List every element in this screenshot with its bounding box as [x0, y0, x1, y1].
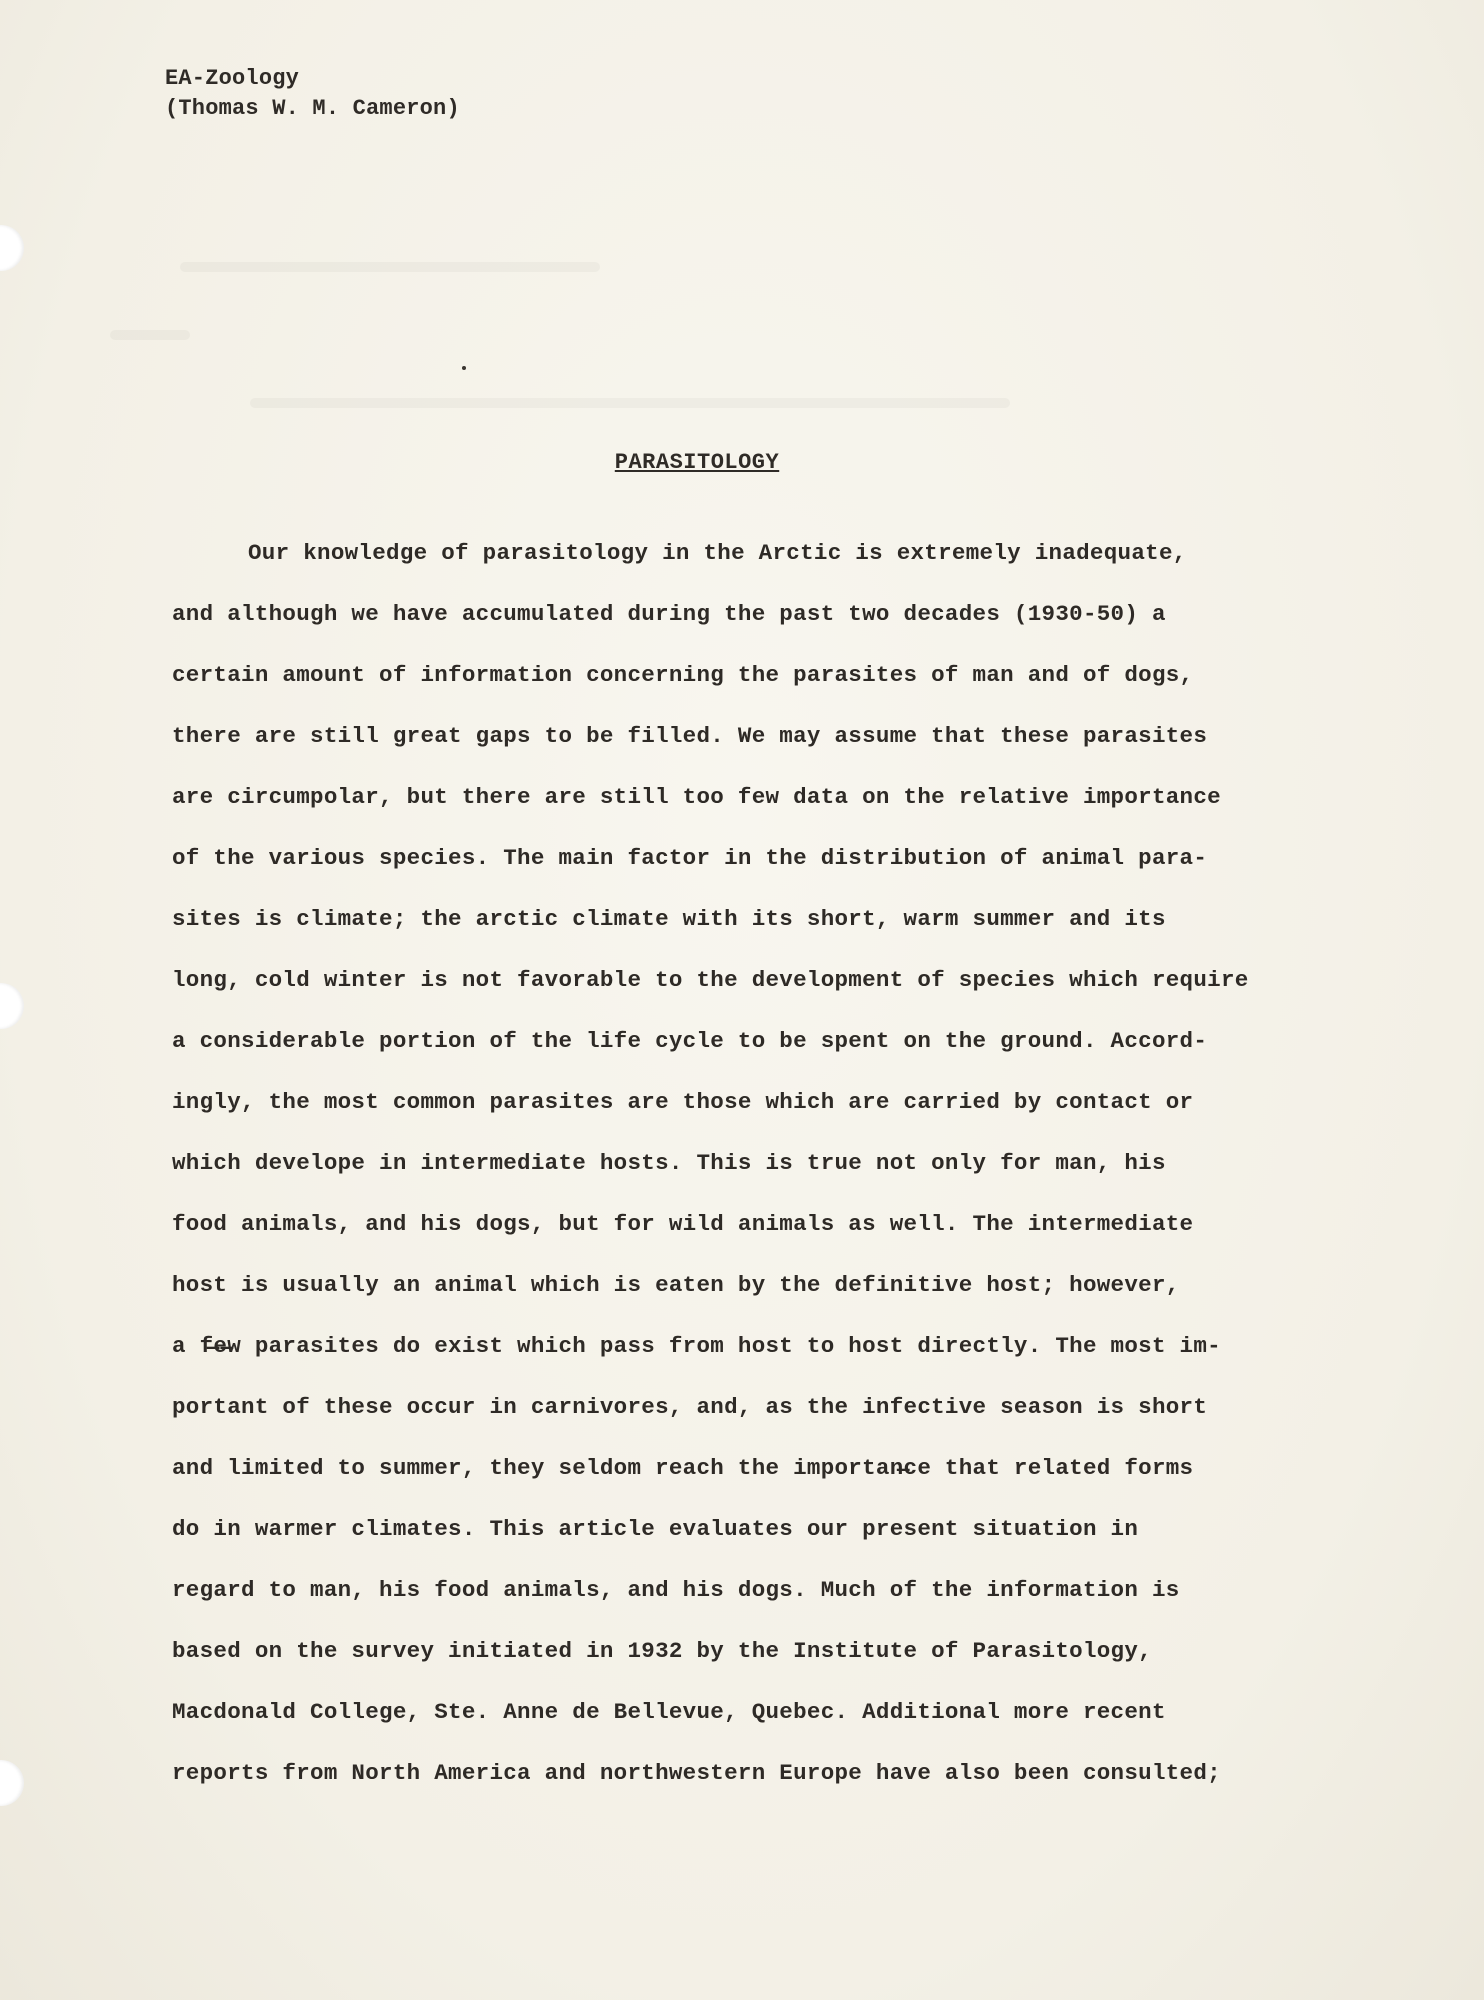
body-line: certain amount of information concerning the parasites of man and of dogs,	[172, 662, 1194, 688]
bleed-through	[110, 330, 190, 340]
body-line: of the various species. The main factor in the distribution of animal para-	[172, 845, 1208, 871]
ink-speck	[462, 366, 466, 370]
body-line: portant of these occur in carnivores, and, as the infective season is short	[172, 1394, 1208, 1420]
body-line: sites is climate; the arctic climate with its short, warm summer and its	[172, 906, 1166, 932]
body-line: Our knowledge of parasitology in the Arctic is extremely inadequate,	[248, 540, 1187, 566]
body-line: long, cold winter is not favorable to the development of species which require	[172, 967, 1249, 993]
body-line: which develope in intermediate hosts. This is true not only for man, his	[172, 1150, 1166, 1176]
body-line: and although we have accumulated during the past two decades (1930-50) a	[172, 601, 1166, 627]
punch-hole	[0, 1760, 24, 1806]
document-header	[165, 64, 460, 124]
body-line: and limited to summer, they seldom reach the importan̶ce that related forms	[172, 1455, 1194, 1481]
body-line: ingly, the most common parasites are those which are carried by contact or	[172, 1089, 1194, 1115]
header-author: (Thomas W. M. Cameron)	[165, 96, 460, 121]
bleed-through	[250, 398, 1010, 408]
document-title: PARASITOLOGY	[614, 450, 780, 475]
body-line: do in warmer climates. This article evaluates our present situation in	[172, 1516, 1139, 1542]
body-line: food animals, and his dogs, but for wild animals as well. The intermediate	[172, 1211, 1194, 1237]
body-line: regard to man, his food animals, and his dogs. Much of the information is	[172, 1577, 1180, 1603]
bleed-through	[180, 262, 600, 272]
body-line: Macdonald College, Ste. Anne de Bellevue, Quebec. Additional more recent	[172, 1699, 1166, 1725]
header-department: EA-Zoology	[165, 66, 300, 91]
body-line: a considerable portion of the life cycle to be spent on the ground. Accord-	[172, 1028, 1208, 1054]
body-line: host is usually an animal which is eaten by the definitive host; however,	[172, 1272, 1180, 1298]
body-line: based on the survey initiated in 1932 by the Institute of Parasitology,	[172, 1638, 1152, 1664]
body-line: a f̶e̶w parasites do exist which pass from host to host directly. The most im-	[172, 1333, 1221, 1359]
punch-hole	[0, 225, 24, 271]
punch-hole	[0, 983, 24, 1029]
body-line: there are still great gaps to be filled. We may assume that these parasites	[172, 723, 1208, 749]
body-line: reports from North America and northwestern Europe have also been consulted;	[172, 1760, 1221, 1786]
body-line: are circumpolar, but there are still too few data on the relative importance	[172, 784, 1221, 810]
